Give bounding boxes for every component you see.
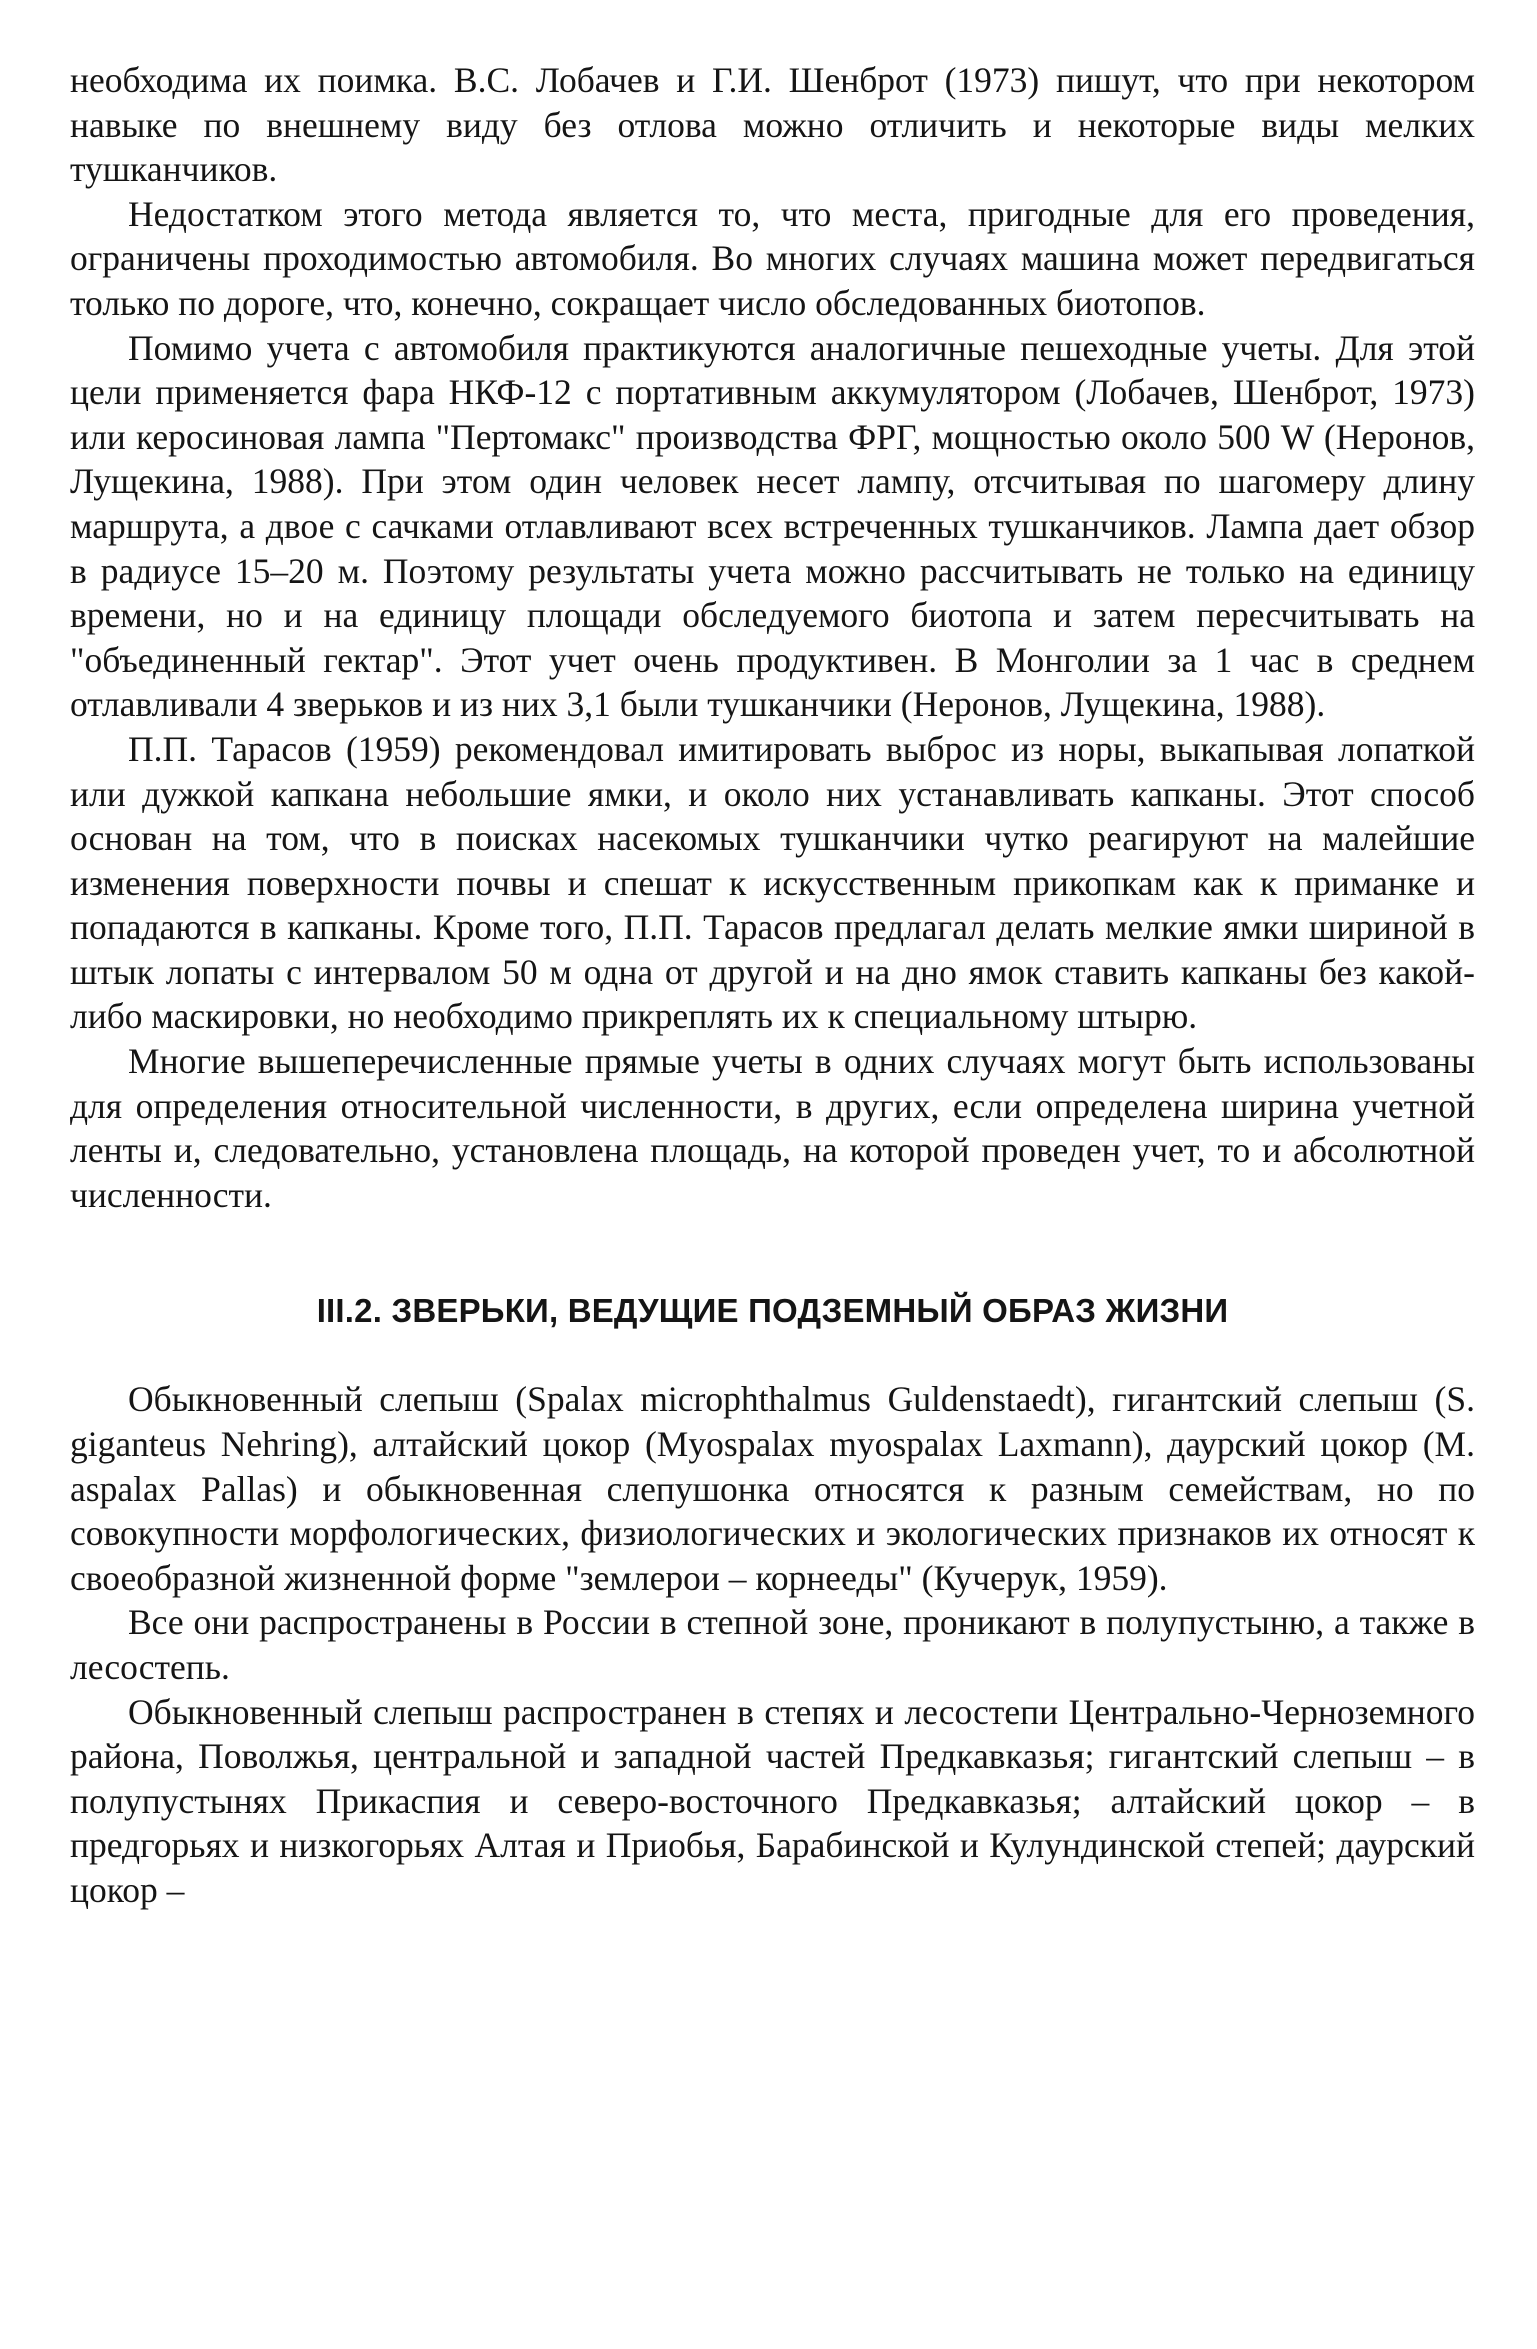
paragraph-5: Многие вышеперечисленные прямые учеты в одних случаях могут быть использованы для определения относительной численности, в других, если определена ширина учетной ленты и, следовательно, установлена площадь, на которой проведен учет, то и абсолютной численности.	[70, 1041, 1475, 1215]
paragraph-6: Обыкновенный слепыш (Spalax microphthalmus Guldenstaedt), гигантский слепыш (S. giganteus Nehring), алтайский цокор (Myospalax myospalax Laxmann), даурский цокор (M. aspalax Pallas) и обыкновенная слепушонка относятся к разным семействам, но по совокупности морфологических, физиологических и экологических признаков их относят к своеобразной жизненной форме "землерои – корнееды" (Кучерук, 1959).	[70, 1379, 1475, 1598]
paragraph-4: П.П. Тарасов (1959) рекомендовал имитировать выброс из норы, выкапывая лопаткой или дужкой капкана небольшие ямки, и около них устанавливать капканы. Этот способ основан на том, что в поисках насекомых тушканчики чутко реагируют на малейшие изменения поверхности почвы и спешат к искусственным прикопкам как к приманке и попадаются в капканы. Кроме того, П.П. Тарасов предлагал делать мелкие ямки шириной в штык лопаты с интервалом 50 м одна от другой и на дно ямок ставить капканы без какой-либо маскировки, но необходимо прикреплять их к специальному штырю.	[70, 728, 1475, 1037]
document-page	[70, 58, 1475, 1913]
paragraph-8: Обыкновенный слепыш распространен в степях и лесостепи Центрально-Черноземного района, Поволжья, центральной и западной частей Предкавказья; гигантский слепыш – в полупустынях Прикаспия и северо-восточного Предкавказья; алтайский цокор – в предгорьях и низкогорьях Алтая и Приобья, Барабинской и Кулундинской степей; даурский цокор –	[70, 1691, 1475, 1910]
paragraph-2: Недостатком этого метода является то, что места, пригодные для его проведения, ограничены проходимостью автомобиля. Во многих случаях машина может передвигаться только по дороге, что, конечно, сокращает число обследованных биотопов.	[70, 193, 1475, 323]
section-heading: III.2. ЗВЕРЬКИ, ВЕДУЩИЕ ПОДЗЕМНЫЙ ОБРАЗ ЖИЗНИ	[316, 1292, 1229, 1330]
paragraph-1: необходима их поимка. В.С. Лобачев и Г.И. Шенброт (1973) пишут, что при некотором навыке по внешнему виду без отлова можно отличить и некоторые виды мелких тушканчиков.	[70, 60, 1475, 190]
paragraph-3: Помимо учета с автомобиля практикуются аналогичные пешеходные учеты. Для этой цели применяется фара НКФ-12 с портативным аккумулятором (Лобачев, Шенброт, 1973) или керосиновая лампа "Пертомакс" производства ФРГ, мощностью около 500 W (Неронов, Лущекина, 1988). При этом один человек несет лампу, отсчитывая по шагомеру длину маршрута, а двое с сачками отлавливают всех встреченных тушканчиков. Лампа дает обзор в радиусе 15–20 м. Поэтому результаты учета можно рассчитывать не только на единицу времени, но и на единицу площади обследуемого биотопа и затем пересчитывать на "объединенный гектар". Этот учет очень продуктивен. В Монголии за 1 час в среднем отлавливали 4 зверьков и из них 3,1 были тушканчики (Неронов, Лущекина, 1988).	[70, 327, 1475, 725]
paragraph-7: Все они распространены в России в степной зоне, проникают в полупустыню, а также в лесостепь.	[70, 1602, 1475, 1687]
